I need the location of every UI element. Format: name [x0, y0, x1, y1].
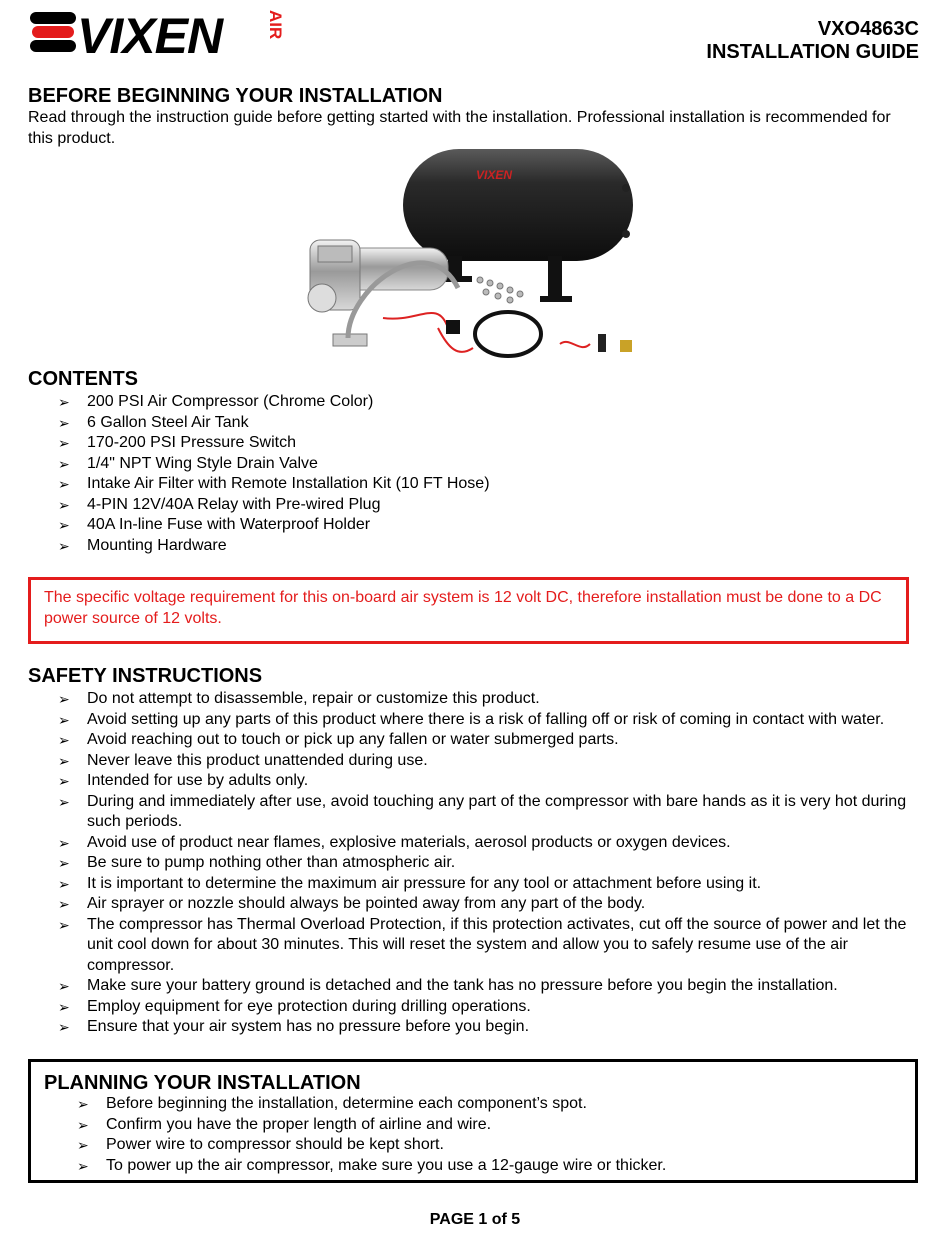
- arrow-bullet-icon: ➢: [77, 1157, 89, 1174]
- list-item: ➢ Avoid setting up any parts of this product where there is a risk of falling off or risk of coming in contact with water.: [28, 710, 920, 731]
- list-item: ➢ Make sure your battery ground is detached and the tank has no pressure before you begin the installation.: [28, 976, 920, 997]
- planning-list: [47, 1094, 907, 1176]
- before-text: Read through the instruction guide before getting started with the installation. Professional installation is recommended for this product.: [28, 109, 891, 147]
- list-item: ➢ During and immediately after use, avoid touching any part of the compressor with bare hands as it is very hot during such periods.: [58, 792, 907, 830]
- list-item: ➢ Power wire to compressor should be kept short.: [47, 1135, 907, 1156]
- arrow-bullet-icon: ➢: [58, 711, 70, 728]
- arrow-bullet-icon: ➢: [58, 855, 70, 871]
- mounting-hardware: [477, 277, 523, 303]
- list-item: ➢ To power up the air compressor, make sure you use a 12-gauge wire or thicker.: [47, 1156, 907, 1177]
- arrow-bullet-icon: ➢: [58, 496, 70, 513]
- arrow-bullet-icon: ➢: [58, 537, 70, 554]
- arrow-bullet-icon: ➢: [58, 896, 70, 912]
- arrow-bullet-icon: ➢: [58, 517, 70, 533]
- list-item: ➢ Air sprayer or nozzle should always be pointed away from any part of the body.: [28, 894, 920, 915]
- safety-heading: SAFETY INSTRUCTIONS: [28, 665, 263, 687]
- list-item: ➢ Ensure that your air system has no pressure before you begin.: [28, 1017, 920, 1038]
- list-item: ➢ 6 Gallon Steel Air Tank: [28, 413, 920, 434]
- list-item: ➢ Intended for use by adults only.: [28, 771, 920, 792]
- arrow-bullet-icon: ➢: [58, 394, 70, 410]
- list-item: ➢ 170-200 PSI Pressure Switch: [28, 433, 920, 454]
- arrow-bullet-icon: ➢: [58, 916, 70, 933]
- list-item: ➢ 4-PIN 12V/40A Relay with Pre-wired Plug: [28, 495, 920, 516]
- model-number: VXO4863C: [817, 18, 919, 40]
- arrow-bullet-icon: ➢: [58, 793, 70, 810]
- arrow-bullet-icon: ➢: [58, 414, 70, 431]
- list-item: ➢ Mounting Hardware: [28, 536, 920, 557]
- arrow-bullet-icon: ➢: [58, 435, 70, 451]
- document-title: INSTALLATION GUIDE: [706, 41, 919, 63]
- voltage-warning-box: [28, 577, 909, 644]
- arrow-bullet-icon: ➢: [77, 1096, 89, 1112]
- arrow-bullet-icon: ➢: [58, 998, 70, 1015]
- contents-heading: CONTENTS: [28, 368, 138, 390]
- relay: [446, 320, 460, 334]
- list-item: ➢ Avoid reaching out to touch or pick up any fallen or water submerged parts.: [28, 730, 920, 751]
- list-item: ➢ Do not attempt to disassemble, repair or customize this product.: [28, 689, 920, 710]
- page-number: PAGE 1 of 5: [429, 1211, 521, 1228]
- airline-coil: [475, 312, 541, 356]
- planning-box: [28, 1059, 918, 1183]
- list-item: ➢ Confirm you have the proper length of airline and wire.: [47, 1115, 907, 1136]
- tank-logo: VIXEN: [476, 168, 513, 182]
- list-item: ➢ Intake Air Filter with Remote Installation Kit (10 FT Hose): [28, 474, 920, 495]
- brand-wordmark: VIXEN: [77, 8, 223, 64]
- arrow-bullet-icon: ➢: [58, 752, 70, 769]
- list-item: ➢ Be sure to pump nothing other than atmospheric air.: [28, 853, 920, 874]
- arrow-bullet-icon: ➢: [58, 476, 70, 492]
- before-heading: BEFORE BEGINNING YOUR INSTALLATION: [28, 85, 443, 107]
- arrow-bullet-icon: ➢: [77, 1116, 89, 1133]
- safety-list: [28, 689, 920, 1038]
- list-item: ➢ Employ equipment for eye protection during drilling operations.: [28, 997, 920, 1018]
- vixen-air-logo: [30, 6, 285, 64]
- planning-heading: PLANNING YOUR INSTALLATION: [44, 1072, 361, 1094]
- list-item: ➢ Before beginning the installation, determine each component’s spot.: [47, 1094, 907, 1115]
- arrow-bullet-icon: ➢: [58, 1019, 70, 1035]
- document-id: [706, 18, 919, 64]
- arrow-bullet-icon: ➢: [58, 834, 70, 851]
- list-item: ➢ Avoid use of product near flames, explosive materials, aerosol products or oxygen devices.: [28, 833, 920, 854]
- arrow-bullet-icon: ➢: [58, 773, 70, 789]
- power-wire: [383, 313, 448, 328]
- arrow-bullet-icon: ➢: [58, 875, 70, 892]
- arrow-bullet-icon: ➢: [58, 732, 70, 748]
- arrow-bullet-icon: ➢: [58, 691, 70, 707]
- list-item: ➢ 200 PSI Air Compressor (Chrome Color): [28, 392, 920, 413]
- list-item: ➢ The compressor has Thermal Overload Protection, if this protection activates, cut off the source of power and let the unit cool down for about 30 minutes. This will reset the system and allow you to safely resume use of the air compressor.: [58, 915, 907, 974]
- inline-fuse: [560, 342, 590, 347]
- arrow-bullet-icon: ➢: [77, 1137, 89, 1153]
- brand-sub: AIR: [266, 10, 285, 40]
- voltage-warning-text: The specific voltage requirement for this on-board air system is 12 volt DC, therefore installation must be done to a DC power source of 12 volts.: [44, 589, 882, 627]
- air-bag-emblem: [30, 12, 76, 52]
- air-compressor: [308, 240, 448, 346]
- arrow-bullet-icon: ➢: [58, 978, 70, 994]
- list-item: ➢ It is important to determine the maximum air pressure for any tool or attachment before using it.: [28, 874, 920, 895]
- pressure-switch: [598, 334, 606, 352]
- list-item: ➢ 40A In-line Fuse with Waterproof Holder: [28, 515, 920, 536]
- product-photo: [308, 148, 644, 366]
- drain-valve: [620, 340, 632, 352]
- arrow-bullet-icon: ➢: [58, 455, 70, 472]
- contents-list: [28, 392, 920, 556]
- list-item: ➢ 1/4" NPT Wing Style Drain Valve: [28, 454, 920, 475]
- list-item: ➢ Never leave this product unattended during use.: [28, 751, 920, 772]
